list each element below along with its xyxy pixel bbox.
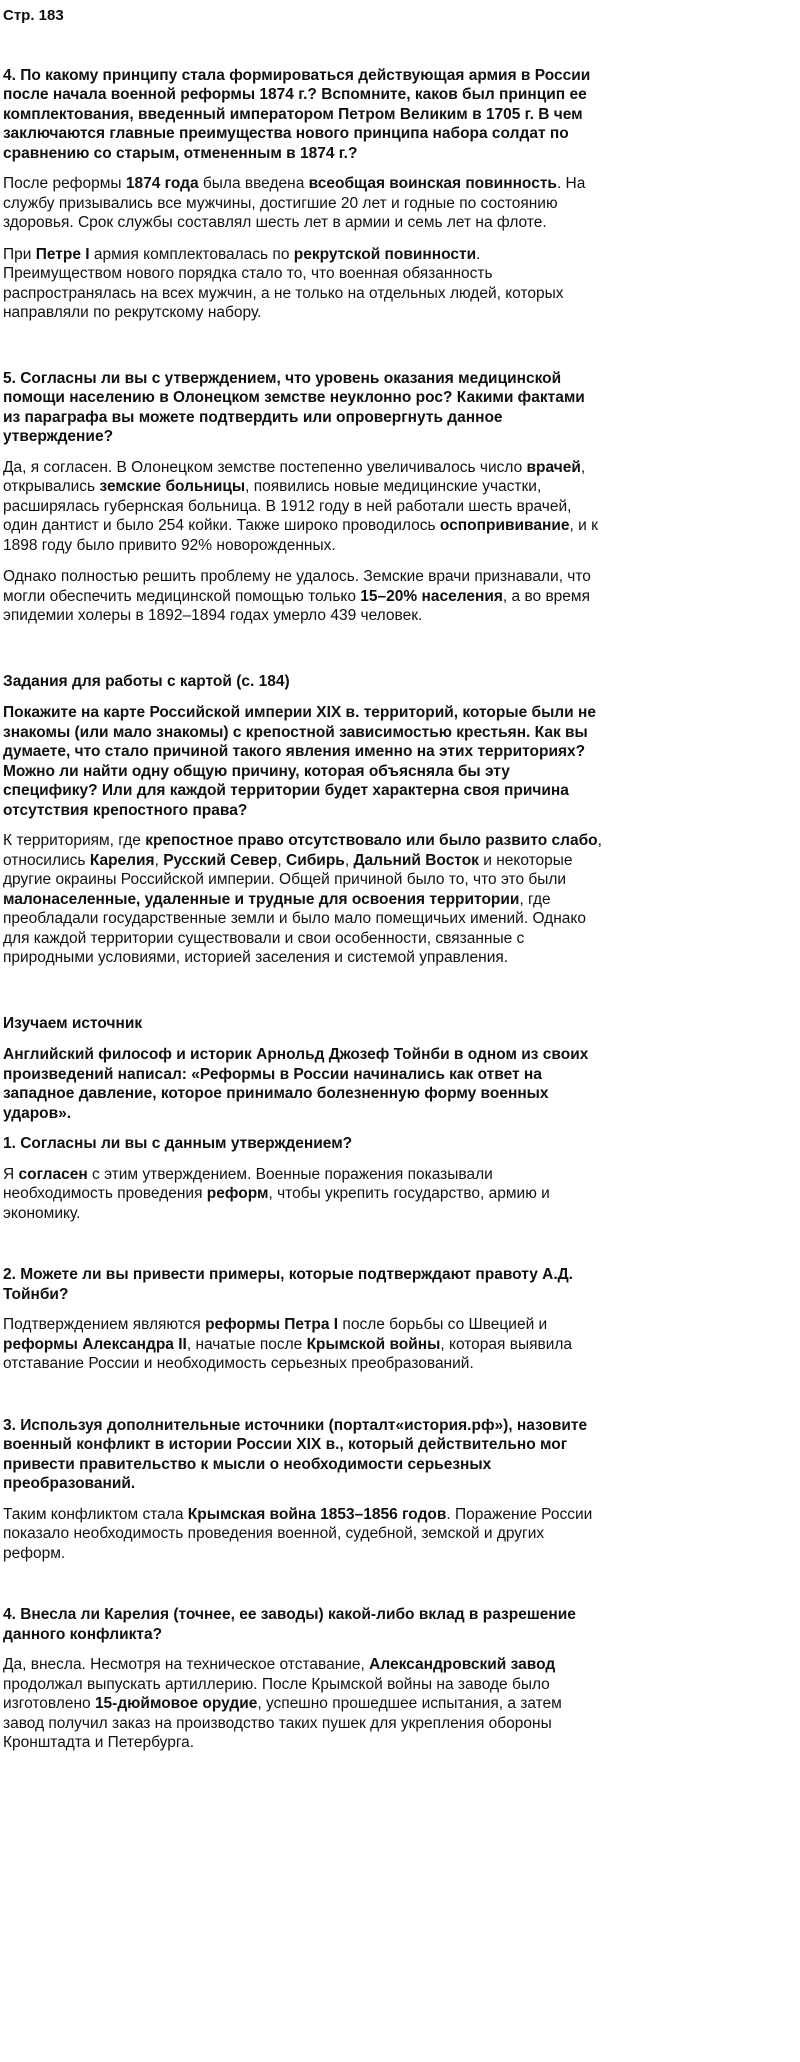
text-run: Да, я согласен. В Олонецком земстве постепенно увеличивалось число: [3, 458, 527, 476]
bold-term: оспопрививание: [439, 517, 570, 534]
spacer: [3, 638, 603, 672]
page-title: Стр. 183: [3, 7, 64, 24]
source-question-3: 3. Используя дополнительные источники (порталт«история.рф»), назовите военный конфликт в истории России XIX в., который действительно мог привести правительство к мысли о необходимости серьезных преобразований.: [3, 1416, 588, 1492]
bold-term: реформ: [206, 1185, 269, 1202]
spacer: [3, 1575, 603, 1605]
bold-term: всеобщая воинская повинность: [308, 175, 557, 192]
text-run: , которая выявила отставание России и необходимость серьезных преобразований.: [3, 1335, 573, 1372]
source-answer-3: [3, 1505, 603, 1564]
text-run: ,: [277, 851, 287, 869]
source-answer-1: [3, 1165, 603, 1224]
bold-term: 15-дюймовое орудие: [94, 1695, 258, 1712]
map-tasks-answer: [3, 831, 603, 968]
bold-term: Александровский завод: [369, 1656, 556, 1673]
bold-term: Сибирь: [286, 851, 345, 869]
text-run: и некоторые другие окраины Российской империи. Общей причиной было то, что это были: [3, 851, 573, 888]
text-run: При: [3, 245, 36, 263]
text-run: , успешно прошедшее испытания, а затем завод получил заказ на производство таких пушек для укрепления обороны Кронштадта и Петербурга.: [3, 1695, 562, 1751]
answer-5-paragraph-2: [3, 567, 603, 626]
bold-term: земские больницы: [99, 478, 246, 495]
bold-term: реформы Петра I: [205, 1316, 339, 1333]
text-run: армия комплектовалась по: [89, 245, 294, 263]
bold-term: согласен: [18, 1165, 88, 1183]
bold-term: Карелия: [89, 851, 155, 869]
question-4: 4. По какому принципу стала формироваться действующая армия в России после начала военной реформы 1874 г.? Вспомните, каков был принцип ее комплектования, введенный императором Петром Великим в 1705 г. В чем заключаются главные преимущества нового принципа набора солдат по сравнению со старым, отмененным в 1874 г.?: [3, 66, 591, 162]
bold-term: реформы Александра II: [3, 1335, 187, 1353]
text-run: , чтобы укрепить государство, армию и экономику.: [3, 1185, 550, 1222]
bold-term: 1874 года: [125, 175, 199, 192]
text-run: После реформы: [3, 175, 126, 192]
map-tasks-heading: Задания для работы с картой (с. 184): [3, 672, 290, 690]
map-tasks-question: Покажите на карте Российской империи XIX в. территорий, которые были не знакомы (или мало знакомы) с крепостной зависимостью крестьян. Как вы думаете, что стало причиной такого явления именно на этих территориях? Можно ли найти одну общую причину, которая объясняла бы эту специфику? Или для каждой территории будет характерна своя причина отсутствия крепостного права?: [3, 704, 596, 819]
source-question-4: 4. Внесла ли Карелия (точнее, ее заводы) какой-либо вклад в разрешение данного конфликта?: [3, 1606, 576, 1643]
source-question-1: 1. Согласны ли вы с данным утверждением?: [3, 1135, 353, 1152]
spacer: [3, 335, 603, 369]
text-run: , начатые после: [186, 1335, 307, 1353]
text-run: после борьбы со Швецией и: [338, 1316, 548, 1333]
question-5: 5. Согласны ли вы с утверждением, что уровень оказания медицинской помощи населению в Олонецком земстве неуклонно рос? Какими фактами из параграфа вы можете подтвердить или опровергнуть данное утверждение?: [3, 369, 585, 445]
bold-term: рекрутской повинности: [293, 245, 477, 263]
source-answer-4: [3, 1655, 603, 1753]
bold-term: Дальний Восток: [353, 851, 479, 869]
text-run: , открывались: [3, 458, 586, 495]
source-heading: Изучаем источник: [3, 1014, 143, 1032]
text-run: ,: [344, 851, 354, 869]
source-answer-2: [3, 1315, 603, 1374]
bold-term: малонаселенные, удаленные и трудные для освоения территории: [3, 890, 520, 908]
text-run: Подтверждением являются: [3, 1316, 206, 1333]
text-run: , а во время эпидемии холеры в 1892–1894 годах умерло 439 человек.: [3, 587, 590, 624]
bold-term: Петре I: [35, 245, 90, 263]
text-run: . На службу призывались все мужчины, достигшие 20 лет и годные по состоянию здоровья. Срок службы составлял шесть лет в армии и семь лет на флоте.: [3, 175, 586, 231]
answer-4-paragraph-2: [3, 245, 603, 323]
text-run: Таким конфликтом стала: [3, 1505, 188, 1523]
text-run: продолжал выпускать артиллерию. После Крымской войны на заводе было изготовлено: [3, 1675, 550, 1712]
text-run: , относились: [3, 832, 602, 869]
text-run: Да, внесла. Несмотря на техническое отставание,: [3, 1656, 370, 1673]
bold-term: 15–20% населения: [360, 587, 503, 605]
bold-term: Русский Север: [163, 851, 278, 869]
text-run: была введена: [198, 175, 309, 192]
text-run: , где преобладали государственные земли и было мало помещичьих имений. Однако для каждой территории существовали и свои особенности, связанные с природными условиями, историей заселения и системой управления.: [3, 890, 586, 966]
text-run: . Преимуществом нового порядка стало то, что военная обязанность распространялась на всех мужчин, а не только на отдельных людей, которых направляли по рекрутскому набору.: [3, 245, 564, 321]
bold-term: врачей: [526, 458, 581, 476]
bold-term: Крымская война 1853–1856 годов: [187, 1505, 447, 1523]
spacer: [3, 1386, 603, 1416]
bold-term: крепостное право отсутствовало или было развито слабо: [145, 832, 598, 849]
text-run: К территориям, где: [3, 832, 146, 849]
text-run: Однако полностью решить проблему не удалось. Земские врачи признавали, что могли обеспечить медицинской помощью только: [3, 568, 591, 605]
answer-4-paragraph-1: [3, 174, 603, 233]
text-run: ,: [154, 851, 164, 869]
spacer: [3, 1235, 603, 1265]
text-run: , и к 1898 году было привито 92% новорожденных.: [3, 517, 598, 554]
source-question-2: 2. Можете ли вы привести примеры, которые подтверждают правоту А.Д. Тойнби?: [3, 1266, 573, 1303]
source-intro: Английский философ и историк Арнольд Джозеф Тойнби в одном из своих произведений написал: «Реформы в России начинались как ответ на западное давление, которое принимало болезненную форму военных ударов».: [3, 1046, 589, 1122]
text-run: . Поражение России показало необходимость проведения военной, судебной, земской и других реформ.: [3, 1505, 593, 1562]
bold-term: Крымской войны: [306, 1335, 441, 1353]
text-run: с этим утверждением. Военные поражения показывали необходимость проведения: [3, 1165, 493, 1202]
spacer: [3, 980, 603, 1014]
answer-5-paragraph-1: [3, 458, 603, 556]
text-run: Я: [3, 1165, 19, 1183]
text-run: , появились новые медицинские участки, расширялась губернская больница. В 1912 году в ней работали шесть врачей, один дантист и было 254 койки. Также широко проводилось: [3, 478, 572, 534]
